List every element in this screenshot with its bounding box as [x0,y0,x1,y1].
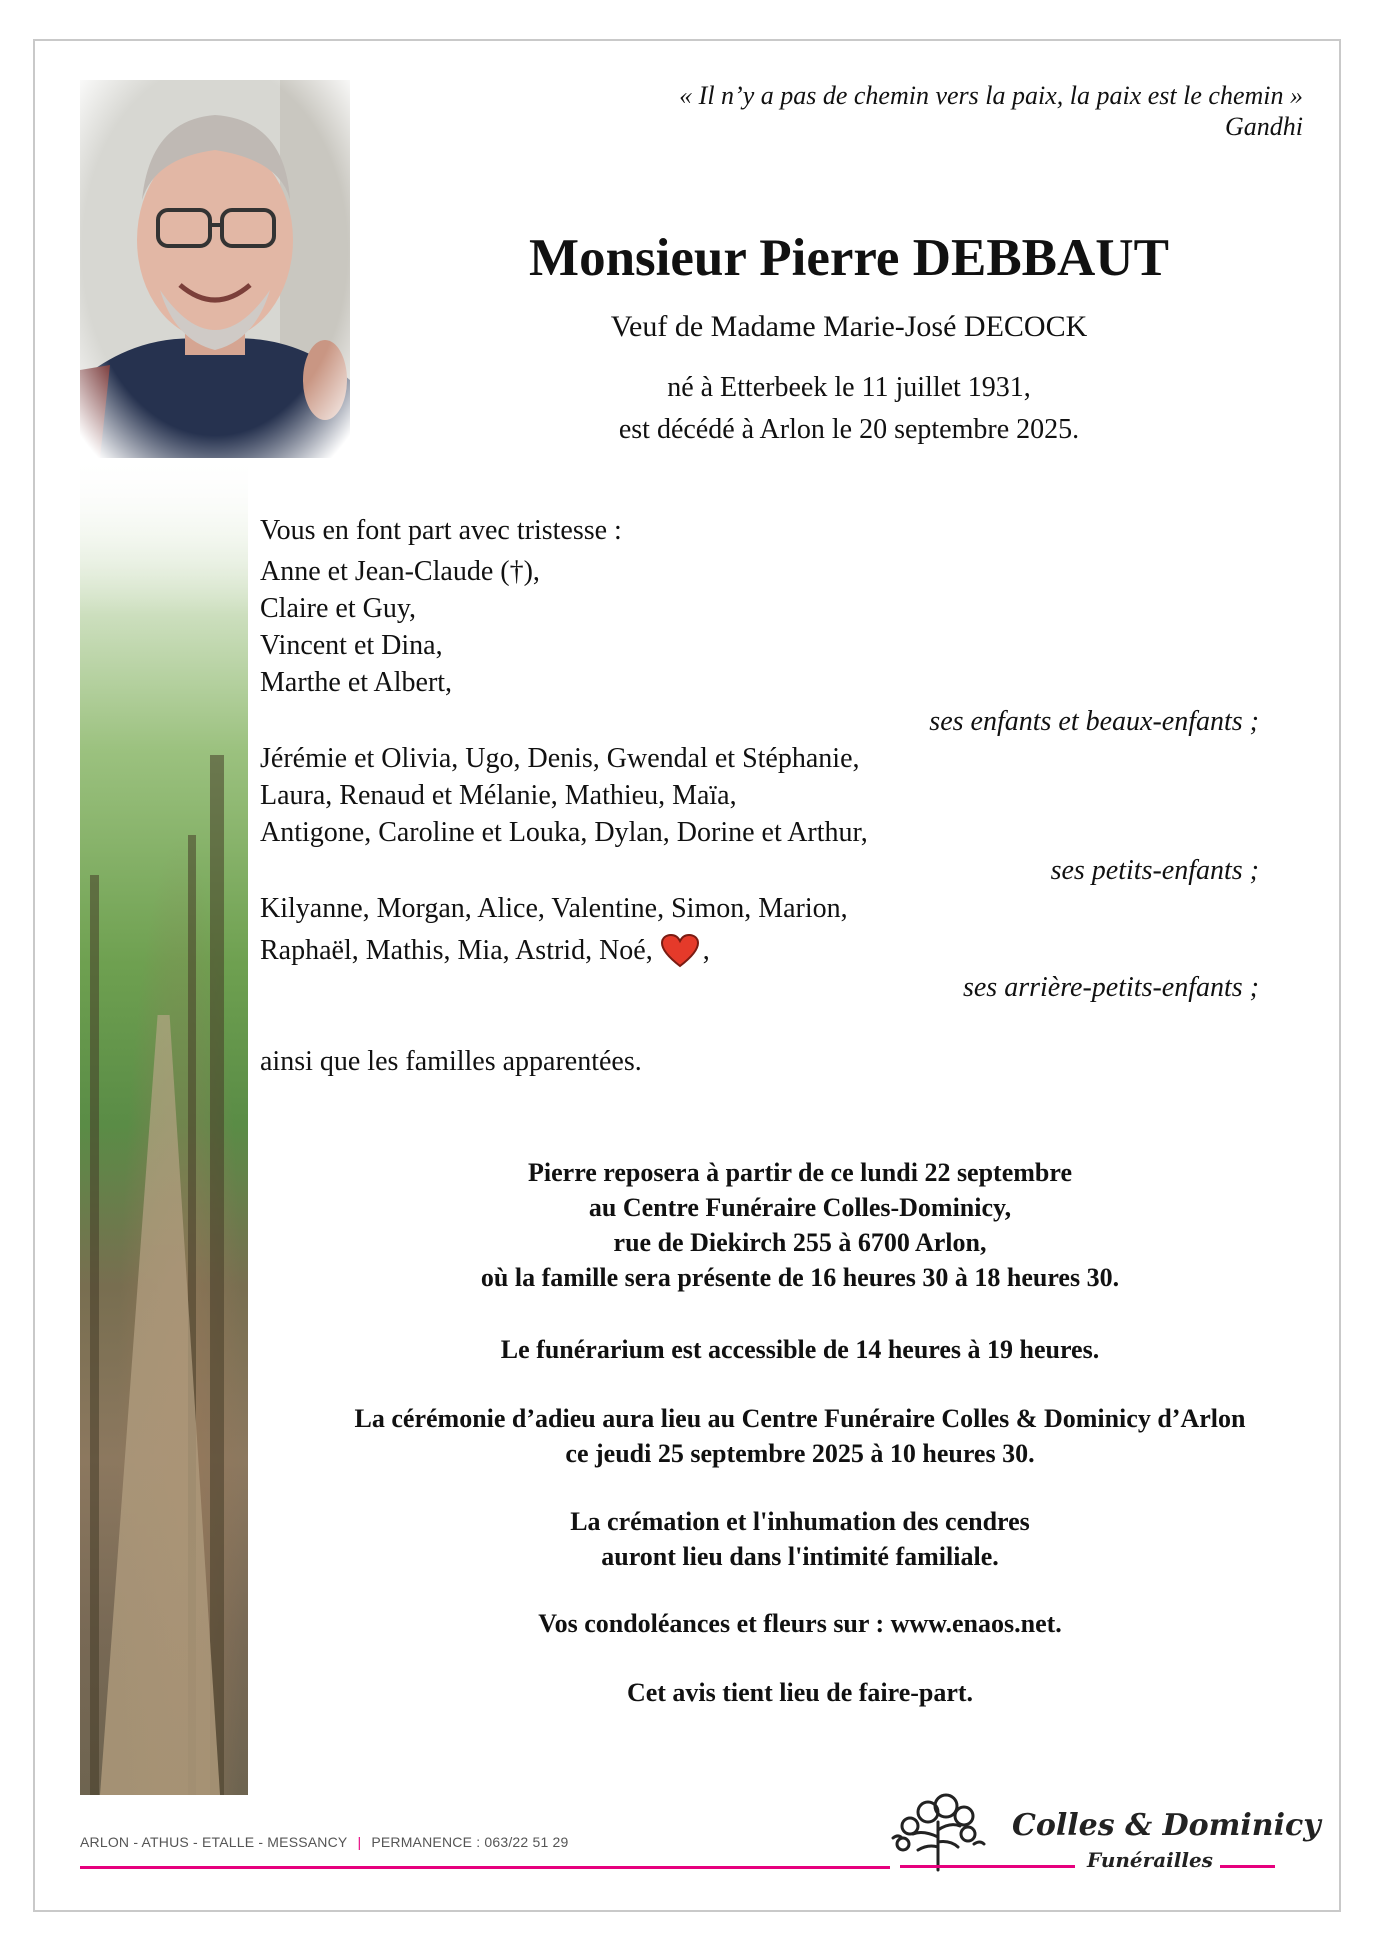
forest-path-image [80,455,248,1795]
cremation-line: La crémation et l'inhumation des cendres [570,1507,1030,1536]
grandchildren-list [260,740,868,851]
brand-name: Colles & Dominicy [1012,1808,1321,1843]
rest-line: au Centre Funéraire Colles-Dominicy, [588,1193,1012,1222]
list-item: Claire et Guy, [260,593,417,624]
condolences-line: Vos condoléances et fleurs sur : www.enaos.net. [538,1609,1062,1638]
grandchildren-role: ses petits-enfants ; [1050,855,1259,886]
footer-separator: | [357,1834,362,1850]
notice-line: Cet avis tient lieu de faire-part. [626,1678,974,1707]
rest-line: rue de Diekirch 255 à 6700 Arlon, [613,1228,987,1257]
ceremony-info [260,1401,1340,1471]
birth-line: né à Etterbeek le 11 juillet 1931, [667,372,1031,403]
list-item: Marthe et Albert, [260,667,453,698]
list-item: Vincent et Dina, [260,630,443,661]
locations-text: ARLON - ATHUS - ETALLE - MESSANCY [80,1834,348,1850]
ceremony-line: ce jeudi 25 septembre 2025 à 10 heures 30. [565,1439,1035,1468]
children-list [260,553,540,701]
children-role: ses enfants et beaux-enfants ; [929,706,1259,737]
deceased-name: Monsieur Pierre DEBBAUT [529,229,1169,287]
rest-line: où la famille sera présente de 16 heures 30 à 18 heures 30. [480,1263,1120,1292]
brand-subtitle: Funérailles [1087,1848,1213,1872]
spouse-line: Veuf de Madame Marie-José DECOCK [610,310,1088,343]
quote-text: « Il n’y a pas de chemin vers la paix, la paix est le chemin » [679,81,1303,110]
ceremony-line: La cérémonie d’adieu aura lieu au Centre Funéraire Colles & Dominicy d’Arlon [354,1404,1246,1433]
cremation-info [260,1504,1340,1574]
relatives-line: ainsi que les familles apparentées. [260,1046,642,1077]
quote [679,80,1303,142]
rest-info [260,1155,1340,1295]
great-grandchildren-end: , [702,935,710,966]
heart-icon [661,934,699,968]
great-grandchildren-line-1: Kilyanne, Morgan, Alice, Valentine, Simon, Marion, [260,893,848,924]
list-item: Jérémie et Olivia, Ugo, Denis, Gwendal et Stéphanie, [260,743,860,774]
portrait-photo [80,80,350,458]
list-item: Anne et Jean-Claude (†), [260,556,540,587]
rest-line: Pierre reposera à partir de ce lundi 22 septembre [528,1158,1072,1187]
list-item: Antigone, Caroline et Louka, Dylan, Dorine et Arthur, [260,817,868,848]
family-intro: Vous en font part avec tristesse : [260,515,622,546]
great-grandchildren-names: Raphaël, Mathis, Mia, Astrid, Noé, [260,935,653,966]
list-item: Laura, Renaud et Mélanie, Mathieu, Maïa, [260,780,737,811]
death-line: est décédé à Arlon le 20 septembre 2025. [618,414,1080,445]
tree-logo-icon [888,1792,988,1872]
quote-author: Gandhi [1225,112,1303,141]
permanence-phone: PERMANENCE : 063/22 51 29 [371,1834,569,1850]
funerarium-hours: Le funérarium est accessible de 14 heures à 19 heures. [500,1335,1100,1364]
great-grandchildren-line-2 [260,932,710,969]
logo-line-left [900,1865,1075,1868]
footer-accent-line [80,1866,890,1869]
logo-line-right [1220,1865,1275,1868]
footer-locations [80,1834,569,1850]
great-grandchildren-role: ses arrière-petits-enfants ; [962,972,1259,1003]
cremation-line: auront lieu dans l'intimité familiale. [601,1542,999,1571]
